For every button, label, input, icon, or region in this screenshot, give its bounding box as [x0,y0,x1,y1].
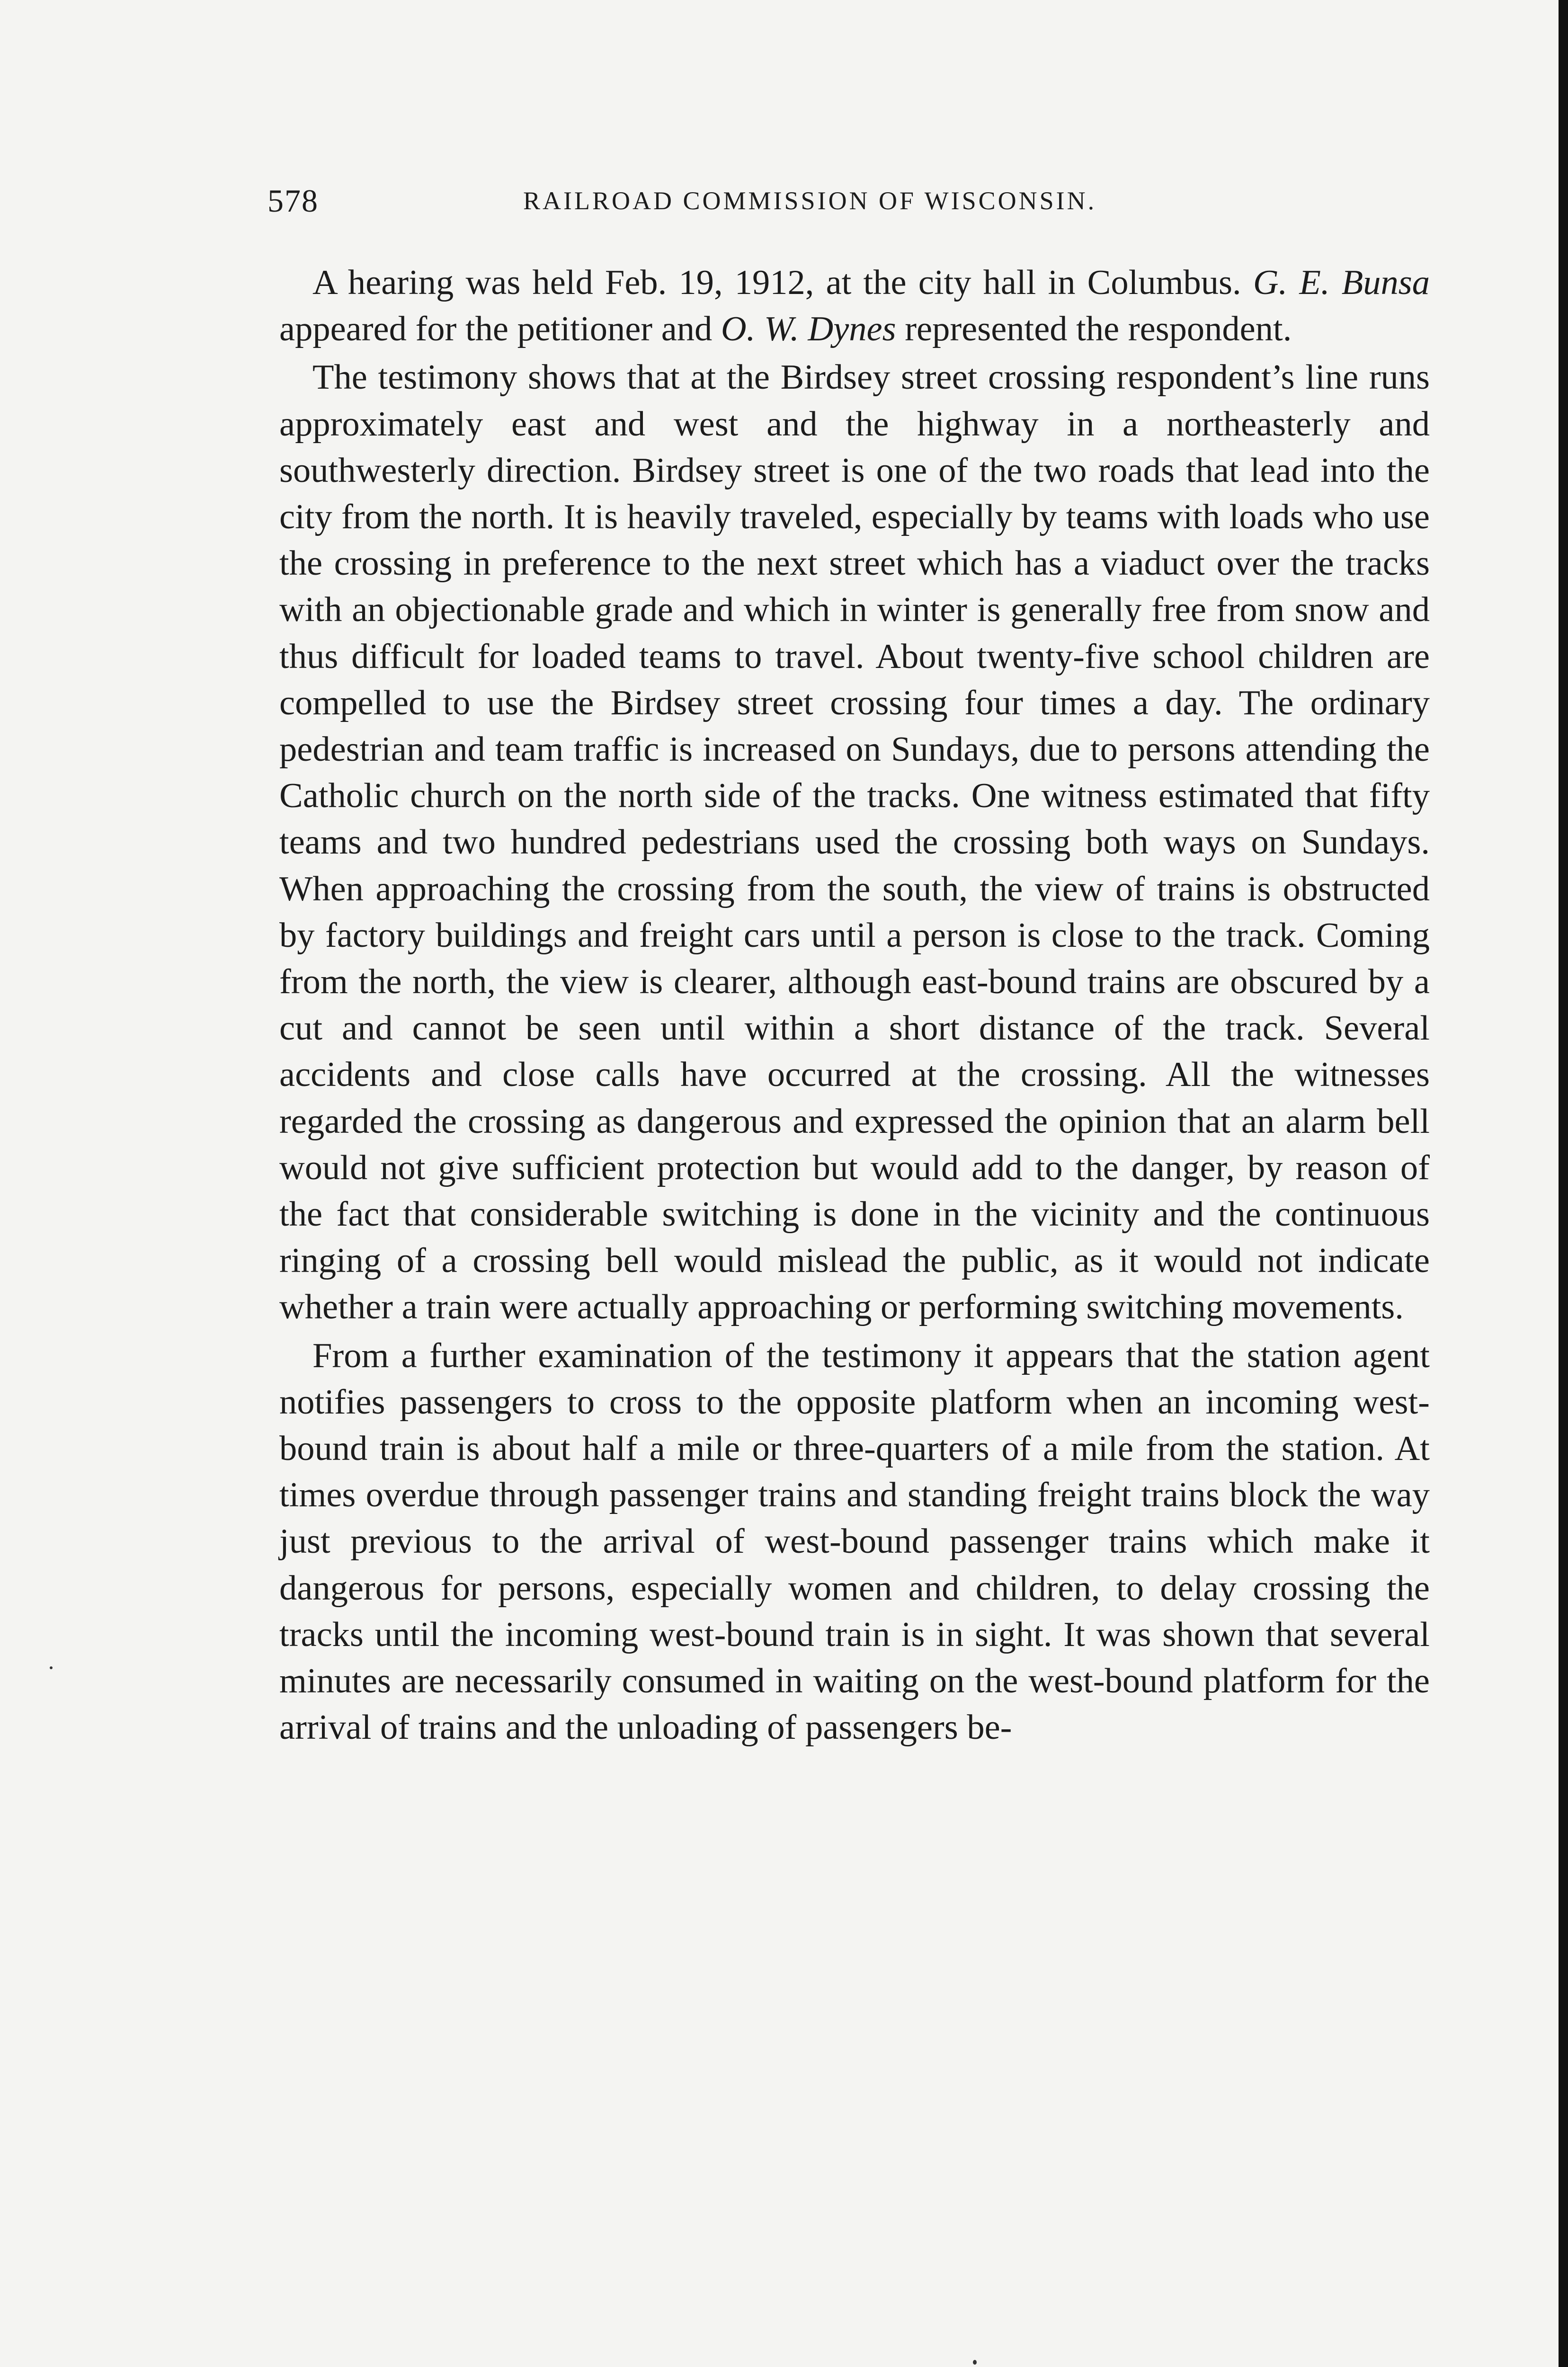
page-header [267,182,1423,230]
body-text [279,259,1430,1751]
respondent-counsel-name: O. W. Dynes [721,310,896,349]
paragraph-further-examination: From a further examination of the testimony it appears that the station agent notifies passengers to cross to the opposite platform when an incoming west-bound train is about half a mile or three-quarters of a mile from the station. At times overdue through passenger trains and standing freight trains block the way just previous to the arrival of west-bound passenger trains which make it dangerous for persons, especially women and children, to delay crossing the tracks until the incoming west-bound train is in sight. It was shown that several minutes are necessarily consumed in waiting on the west-bound platform for the arrival of trains and the unloading of passengers be- [279,1336,1430,1747]
paragraph-testimony: The testimony shows that at the Birdsey street crossing respondent’s line runs approximately east and west and the highway in a northeasterly and southwesterly direction. Birdsey street is one of the two roads that lead into the city from the north. It is heavily traveled, especially by teams with loads who use the crossing in preference to the next street which has a viaduct over the tracks with an objectionable grade and which in winter is generally free from snow and thus difficult for loaded teams to travel. About twenty-five school children are compelled to use the Birdsey street crossing four times a day. The ordinary pedestrian and team traffic is increased on Sundays, due to persons attending the Catholic church on the north side of the tracks. One witness estimated that fifty teams and two hundred pedestrians used the crossing both ways on Sundays. When approaching the crossing from the south, the view of trains is obstructed by factory buildings and freight cars until a person is close to the track. Coming from the north, the view is clearer, although east-bound trains are obscured by a cut and cannot be seen until within a short distance of the track. Several accidents and close calls have occurred at the crossing. All the witnesses regarded the crossing as dangerous and expressed the opinion that an alarm bell would not give sufficient protection but would add to the danger, by reason of the fact that considerable switching is done in the vicinity and the continuous ringing of a crossing bell would mislead the public, as it would not indicate whether a train were actually approaching or performing switching movements. [279,358,1430,1327]
paragraph-hearing-text-1: A hearing was held Feb. 19, 1912, at the city hall in Columbus. [312,263,1253,302]
running-head: RAILROAD COMMISSION OF WISCONSIN. [523,187,1097,215]
scan-speck [50,1666,53,1669]
scan-binding-edge [1559,0,1568,2367]
paragraph-hearing-text-3: represented the respondent. [896,310,1292,349]
paragraph-hearing-text-2: appeared for the petitioner and [279,310,721,349]
petitioner-counsel-name: G. E. Bunsa [1253,263,1430,302]
scan-speck [973,2360,977,2365]
page-number: 578 [267,183,319,219]
paragraph-hearing [279,259,1430,352]
